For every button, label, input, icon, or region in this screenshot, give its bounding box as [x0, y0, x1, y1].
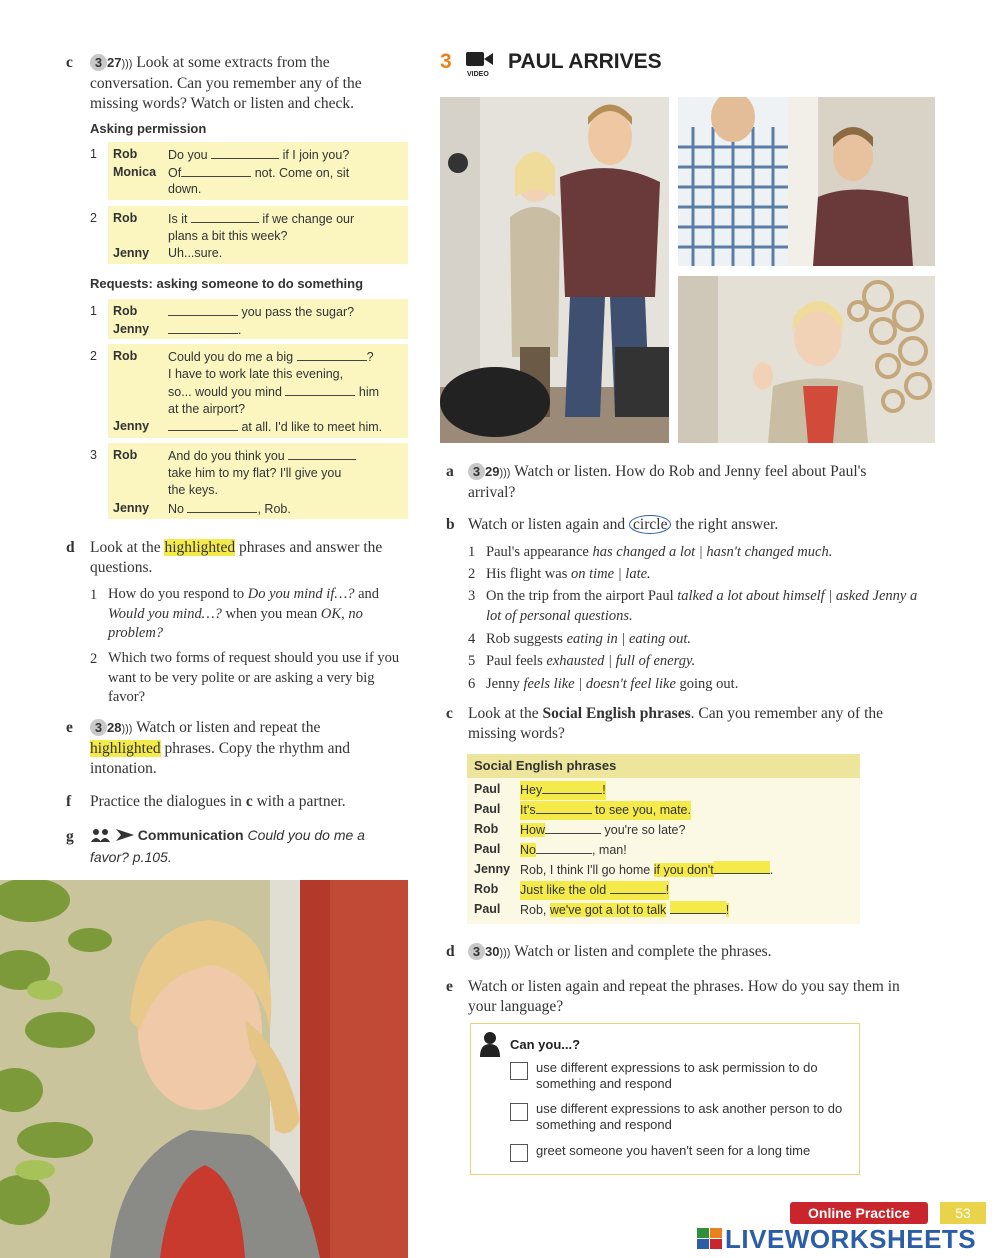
b-item-number: 3	[468, 588, 476, 604]
dialogue-5	[113, 447, 408, 523]
b-item-6[interactable]: Jenny feels like | doesn't feel like going out.	[486, 676, 739, 692]
dialogue-line: you pass the sugar?	[168, 303, 354, 322]
item-number: 2	[90, 349, 97, 363]
blank-input[interactable]	[542, 781, 602, 794]
b-item-number: 2	[468, 566, 476, 582]
exercise-d-right-instruction: 3 30))) Watch or listen and complete the phrases.	[468, 942, 908, 963]
social-row	[474, 801, 854, 821]
b-item-number: 1	[468, 544, 476, 560]
b-item-3[interactable]: On the trip from the airport Paul talked a lot about himself | asked Jenny a lot of personal questions.	[486, 588, 918, 624]
dialogue-line: .	[168, 321, 241, 340]
social-row	[474, 841, 854, 861]
speaker-label: Paul	[474, 782, 501, 796]
exercise-letter-a: a	[446, 463, 454, 480]
blank-input[interactable]	[168, 321, 238, 334]
speaker-label: Jenny	[474, 862, 511, 876]
track-number: 30	[485, 944, 500, 959]
audio-icon: 3	[90, 719, 107, 736]
speaker-label: Rob	[474, 882, 499, 896]
audio-icon: 3	[468, 463, 485, 480]
dialogue-line: Uh...sure.	[168, 246, 223, 260]
online-practice-button[interactable]: Online Practice	[790, 1202, 928, 1224]
can-you-item-1: use different expressions to ask permission to do something and respond	[536, 1060, 818, 1091]
item-number: 3	[90, 448, 97, 462]
blank-input[interactable]	[714, 861, 770, 874]
speaker-label: Rob	[113, 211, 138, 225]
item-number: 2	[90, 211, 97, 225]
speaker-label: Paul	[474, 842, 501, 856]
speaker-label: Jenny	[113, 419, 150, 433]
exercise-letter-e: e	[66, 719, 73, 736]
social-row	[474, 901, 854, 921]
audio-icon: 3	[468, 943, 485, 960]
dialogue-4	[113, 348, 408, 442]
exercise-letter-e-right: e	[446, 978, 453, 995]
can-you-title: Can you...?	[510, 1037, 581, 1052]
blank-input[interactable]	[211, 146, 279, 159]
arrow-icon	[116, 826, 134, 846]
speaker-label: Rob	[113, 147, 138, 161]
dialogue-2	[113, 210, 408, 268]
photo-paul-greeting	[678, 97, 935, 266]
dialogue-3	[113, 303, 408, 343]
blank-input[interactable]	[187, 500, 257, 513]
page-title: PAUL ARRIVES	[508, 50, 662, 73]
dialogue-line: Could you do me a big ?	[168, 350, 374, 364]
track-number: 27	[107, 55, 122, 70]
dialogue-line: at all. I'd like to meet him.	[168, 418, 382, 437]
dialogue-1	[113, 146, 408, 204]
dialogue-line: plans a bit this week?	[168, 228, 288, 243]
exercise-letter-f: f	[66, 793, 72, 810]
phrase: Rob, I think I'll go home if you don't .	[520, 863, 774, 877]
can-you-item-3: greet someone you haven't seen for a long time	[536, 1143, 811, 1158]
dialogue-line: No , Rob.	[168, 501, 291, 516]
exercise-letter-c: c	[66, 54, 73, 71]
video-label: VIDEO	[467, 71, 489, 78]
blank-input[interactable]	[181, 164, 251, 177]
b-item-number: 6	[468, 676, 476, 692]
question-2: Which two forms of request should you use if you want to be very polite or are asking a very big favor?	[108, 650, 400, 705]
speaker-label: Jenny	[113, 500, 150, 515]
pair-icon	[90, 827, 112, 847]
dialogue-line: so... would you mind him	[168, 385, 380, 399]
blank-input[interactable]	[191, 210, 259, 223]
b-item-4[interactable]: Rob suggests eating in | eating out.	[486, 631, 691, 647]
blank-input[interactable]	[545, 821, 601, 834]
dialogue-line: I have to work late this evening,	[168, 366, 344, 381]
exercise-letter-g: g	[66, 828, 74, 845]
section-heading-requests: Requests: asking someone to do something	[90, 276, 364, 291]
audio-icon: 3	[90, 54, 107, 71]
blank-input[interactable]	[536, 801, 592, 814]
circle-word: circle	[629, 515, 671, 534]
phrase: Hey !	[520, 781, 606, 800]
phrase: Just like the old !	[520, 881, 669, 900]
dialogue-line: Of not. Come on, sit	[168, 165, 350, 180]
exercise-d-instruction: Look at the highlighted phrases and answer the questions.	[90, 539, 383, 576]
speaker-label: Rob	[113, 448, 138, 462]
dialogue-line: take him to my flat? I'll give you	[168, 465, 342, 480]
exercise-letter-d: d	[66, 539, 75, 556]
blank-input[interactable]	[285, 383, 355, 396]
item-number: 1	[90, 587, 98, 603]
photo-jenny-illustration	[0, 880, 408, 1258]
phrase: How you're so late?	[520, 823, 686, 837]
item-number: 1	[90, 147, 97, 161]
exercise-c-instruction: 3 27))) Look at some extracts from the conversation. Can you remember any of the missing words? Watch or listen and check.	[90, 54, 362, 112]
social-row	[474, 781, 854, 801]
exercise-b-instruction: Watch or listen again and circle the right answer.	[468, 516, 779, 533]
section-number: 3	[440, 50, 452, 73]
speaker-label: Rob	[113, 304, 138, 318]
can-you-item-2: use different expressions to ask another person to do something and respond	[536, 1101, 843, 1132]
b-item-5[interactable]: Paul feels exhausted | full of energy.	[486, 653, 696, 669]
dialogue-line: Is it if we change our	[168, 212, 355, 226]
dialogue-line: at the airport?	[168, 401, 246, 416]
phrase: It's to see you, mate.	[520, 801, 691, 820]
exercise-letter-c-right: c	[446, 705, 453, 722]
social-english-title: Social English phrases	[474, 758, 617, 773]
photo-jenny-gesturing	[678, 276, 935, 443]
social-row	[474, 861, 854, 881]
blank-input[interactable]	[297, 348, 367, 361]
blank-input[interactable]	[536, 841, 592, 854]
checkbox[interactable]	[510, 1103, 528, 1121]
b-item-number: 4	[468, 631, 476, 647]
section-heading-asking-permission: Asking permission	[90, 121, 207, 136]
speaker-label: Rob	[113, 349, 138, 363]
photo-jenny	[0, 880, 408, 1258]
phrase: No , man!	[520, 843, 627, 857]
exercise-a-instruction: 3 29))) Watch or listen. How do Rob and Jenny feel about Paul's arrival?	[468, 463, 867, 501]
speaker-label: Jenny	[113, 321, 150, 336]
social-english-list	[474, 781, 854, 921]
item-number: 2	[90, 651, 98, 667]
social-row	[474, 821, 854, 841]
page-number: 53	[940, 1202, 986, 1224]
social-row	[474, 881, 854, 901]
b-item-1[interactable]: Paul's appearance has changed a lot | hasn't changed much.	[486, 544, 833, 560]
speaker-label: Jenny	[113, 246, 150, 260]
speaker-label: Paul	[474, 902, 501, 916]
checkbox[interactable]	[510, 1144, 528, 1162]
person-icon	[480, 1031, 500, 1062]
speaker-label: Monica	[113, 164, 157, 179]
exercise-g-instruction: Communication Could you do me a favor? p.105.	[90, 827, 365, 865]
dialogue-line: And do you think you	[168, 447, 356, 466]
blank-input[interactable]	[610, 881, 666, 894]
dialogue-line: down.	[168, 182, 202, 196]
b-item-2[interactable]: His flight was on time | late.	[486, 566, 651, 582]
liveworksheets-logo-icon	[697, 1228, 723, 1255]
track-number: 28	[107, 720, 122, 735]
exercise-letter-d-right: d	[446, 943, 455, 960]
speaker-label: Paul	[474, 802, 501, 816]
exercise-f-instruction: Practice the dialogues in c with a partner.	[90, 793, 346, 810]
blank-input[interactable]	[168, 418, 238, 431]
question-1: How do you respond to Do you mind if…? and Would you mind…? when you mean OK, no problem?	[108, 586, 380, 641]
liveworksheets-brand[interactable]: LIVEWORKSHEETS	[725, 1224, 977, 1254]
speaker-label: Rob	[474, 822, 499, 836]
photo-paul-arriving	[440, 97, 669, 443]
checkbox[interactable]	[510, 1062, 528, 1080]
b-item-number: 5	[468, 653, 476, 669]
blank-input[interactable]	[168, 303, 238, 316]
exercise-c-right-instruction: Look at the Social English phrases. Can you remember any of the missing words?	[468, 705, 884, 742]
dialogue-line: the keys.	[168, 483, 219, 497]
item-number: 1	[90, 304, 97, 318]
exercise-e-instruction: 3 28))) Watch or listen and repeat the highlighted phrases. Copy the rhythm and intonation.	[90, 719, 351, 777]
track-number: 29	[485, 464, 500, 479]
blank-input[interactable]	[288, 447, 356, 460]
exercise-letter-b: b	[446, 516, 455, 533]
exercise-e-right-instruction: Watch or listen again and repeat the phrases. How do you say them in your language?	[468, 978, 900, 1015]
phrase: Rob, we've got a lot to talk !	[520, 903, 730, 917]
blank-input[interactable]	[670, 901, 726, 914]
dialogue-line: Do you if I join you?	[168, 148, 350, 162]
